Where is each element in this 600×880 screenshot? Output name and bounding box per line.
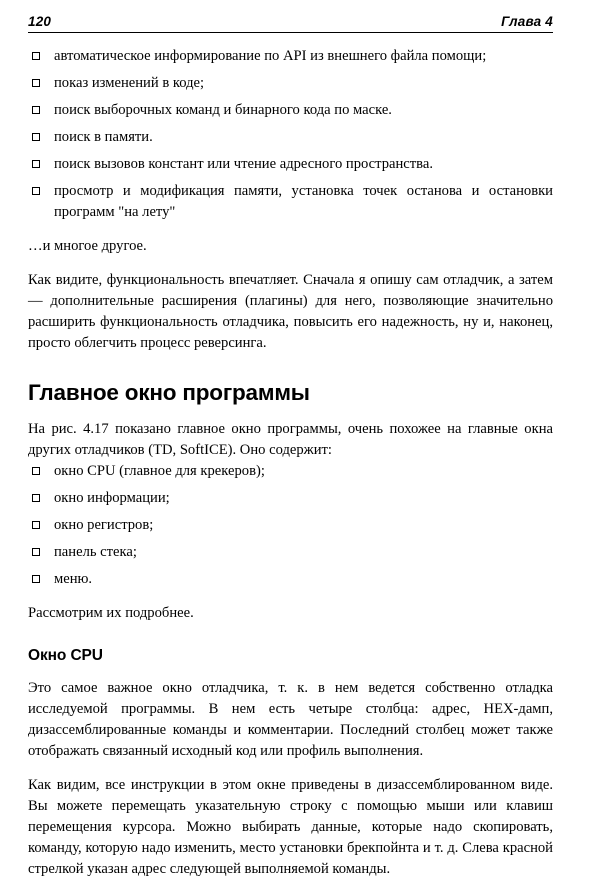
square-bullet-icon [32, 187, 40, 195]
paragraph-main-window-intro: На рис. 4.17 показано главное окно программы, очень похожее на главные окна других отладчиков (TD, SoftICE). Оно содержит: [28, 421, 553, 458]
list-item-label: поиск выборочных команд и бинарного кода по маске. [54, 102, 392, 118]
square-bullet-icon [32, 79, 40, 87]
list-item [28, 73, 553, 94]
features-list [28, 46, 553, 223]
page-number: 120 [28, 14, 52, 29]
list-item-label: поиск в памяти. [54, 129, 153, 145]
list-item [28, 100, 553, 121]
paragraph-consider-details: Рассмотрим их подробнее. [28, 605, 194, 621]
square-bullet-icon [32, 575, 40, 583]
list-item-label: автоматическое информирование по API из внешнего файла помощи; [54, 48, 487, 64]
list-item-label: окно информации; [54, 490, 170, 506]
list-item-label: окно регистров; [54, 517, 154, 533]
page-title-main-window: Главное окно программы [28, 380, 310, 405]
list-item [28, 461, 553, 482]
list-item [28, 569, 553, 590]
square-bullet-icon [32, 160, 40, 168]
square-bullet-icon [32, 494, 40, 502]
paragraph-and-more: …и многое другое. [28, 238, 147, 254]
chapter-label: Глава 4 [501, 14, 553, 29]
square-bullet-icon [32, 548, 40, 556]
paragraph-functionality: Как видите, функциональность впечатляет. Сначала я опишу сам отладчик, а затем — дополнительные расширения (плагины) для него, позволяющие значительно расширить функциональность отладчика, повысить его надежность, ну и, наконец, просто облегчить процесс реверсинга. [28, 272, 553, 351]
running-head-row [28, 14, 553, 29]
list-item [28, 154, 553, 175]
paragraph-cpu-window-2: Как видим, все инструкции в этом окне приведены в дизассемблированном виде. Вы можете перемещать указательную строку с помощью мыши или клавиш перемещения курсора. Можно выбирать данные, которые надо скопировать, команду, которую надо изменить, место установки брекпойнта и т. д. Слева красной стрелкой указан адрес следующей выполняемой команды. [28, 777, 553, 877]
list-item [28, 542, 553, 563]
page-content [28, 46, 553, 880]
header-rule [28, 32, 553, 33]
section-title-cpu-window: Окно CPU [28, 647, 103, 664]
square-bullet-icon [32, 52, 40, 60]
list-item-label: меню. [54, 571, 93, 587]
list-item [28, 127, 553, 148]
components-list [28, 461, 553, 590]
square-bullet-icon [32, 521, 40, 529]
list-item [28, 181, 553, 223]
list-item-label: панель стека; [54, 544, 137, 560]
list-item [28, 488, 553, 509]
list-item-label: поиск вызовов констант или чтение адресного пространства. [54, 156, 433, 172]
list-item-label: просмотр и модификация памяти, установка точек останова и остановки программ "на лету" [54, 183, 553, 220]
square-bullet-icon [32, 106, 40, 114]
list-item [28, 46, 553, 67]
running-head [28, 14, 553, 38]
square-bullet-icon [32, 133, 40, 141]
paragraph-cpu-window-1: Это самое важное окно отладчика, т. к. в нем ведется собственно отладка исследуемой программы. В нем есть четыре столбца: адрес, HEX-дамп, дизассемблированные команды и комментарии. Последний столбец может также отображать связанный исходный код или профиль выполнения. [28, 680, 553, 759]
list-item-label: окно CPU (главное для крекеров); [54, 463, 265, 479]
list-item-label: показ изменений в коде; [54, 75, 205, 91]
square-bullet-icon [32, 467, 40, 475]
list-item [28, 515, 553, 536]
